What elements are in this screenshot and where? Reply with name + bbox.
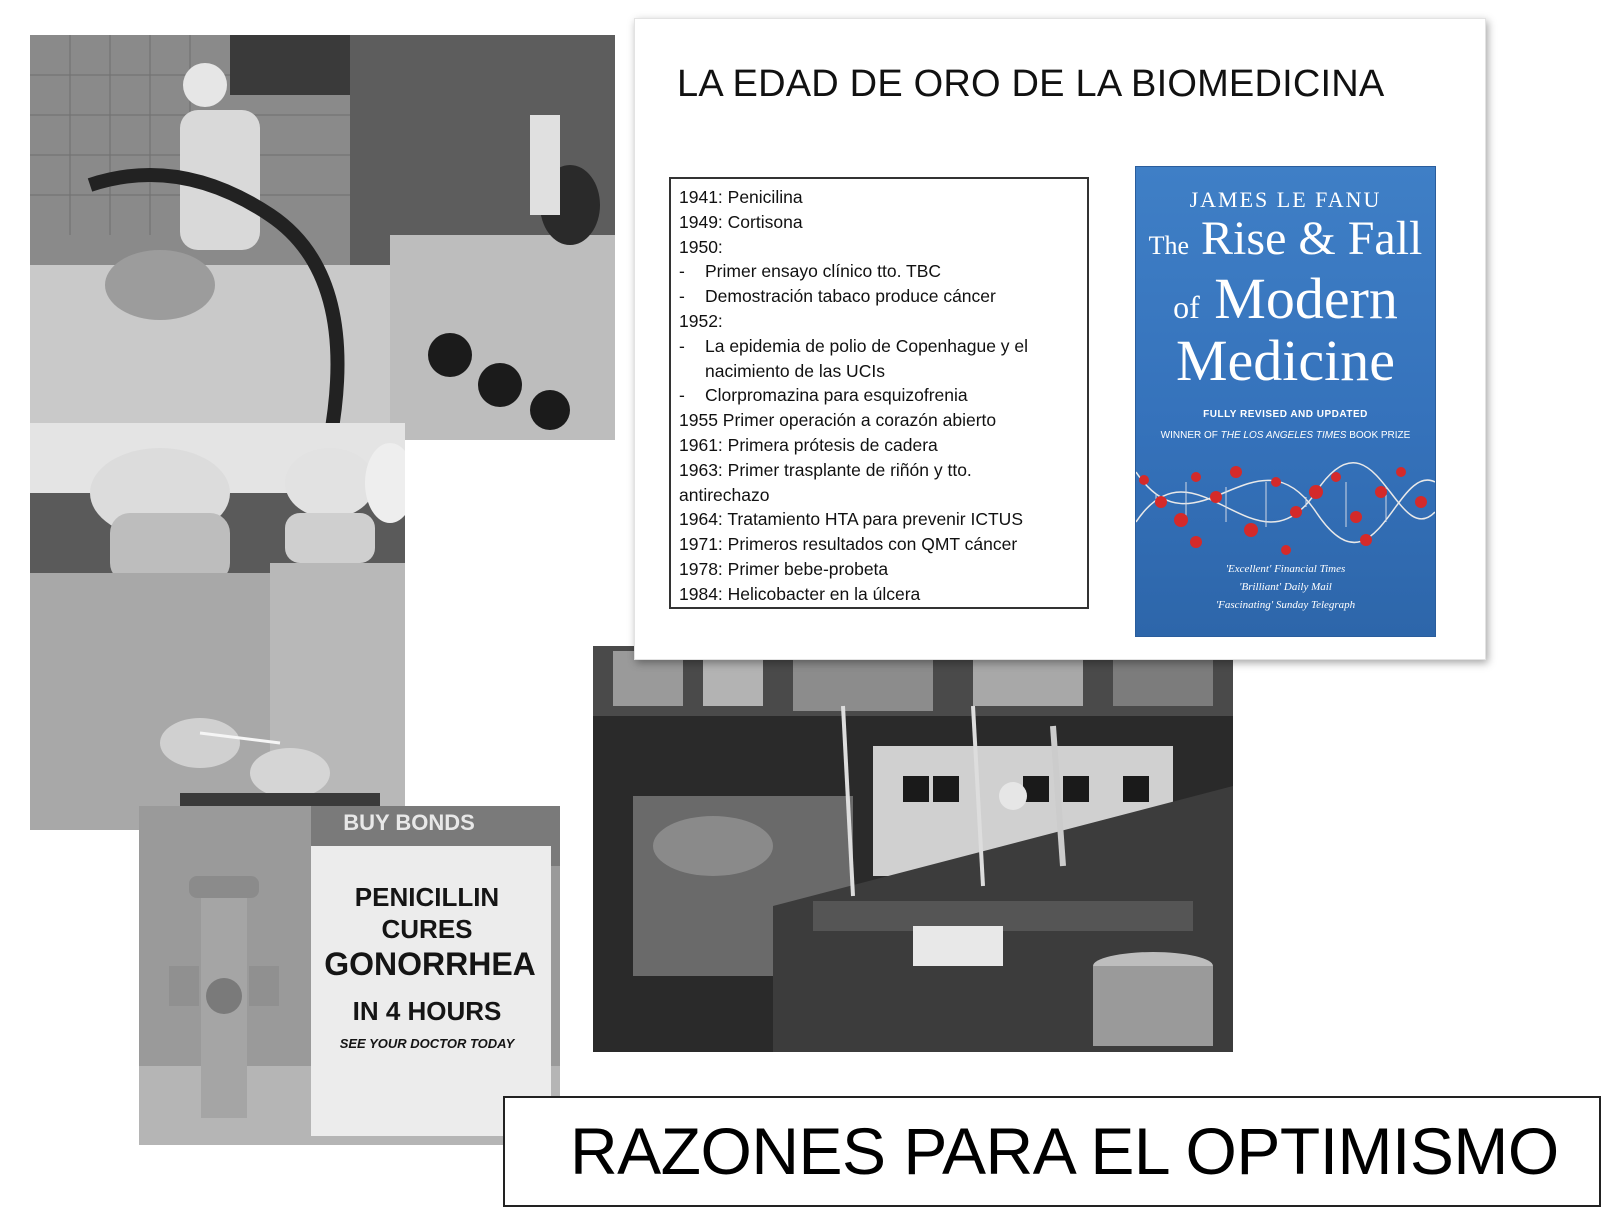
book-title-line2: of Modern [1173,266,1398,331]
poster-line3: GONORRHEA [324,946,536,982]
slide-title: LA EDAD DE ORO DE LA BIOMEDICINA [677,63,1385,105]
timeline-item: 1941: Penicilina [679,187,803,207]
timeline-item: 1978: Primer bebe-probeta [679,558,889,579]
timeline-bullet: - La epidemia de polio de Copenhague y el nacimiento de las UCIs [679,334,1035,384]
timeline-bullet: - Demostración tabaco produce cáncer [679,284,1079,309]
photo-dialysis-machine [593,646,1233,1052]
slide [634,18,1486,660]
timeline-item: 1984: Helicobacter en la úlcera [679,583,921,604]
poster-line2: CURES [381,914,473,944]
book-title-line1: The Rise & Fall [1148,212,1423,265]
poster-line4: IN 4 HOURS [352,996,502,1026]
timeline-item: 1950: [679,236,723,257]
book-quote-3: 'Fascinating' Sunday Telegraph [1215,599,1356,611]
timeline-item: 1961: Primera prótesis de cadera [679,434,938,455]
timeline-item: 1955 Primer operación a corazón abierto [679,410,997,431]
timeline-item: 1949: Cortisona [679,211,803,232]
book-author: JAMES LE FANU [1189,187,1382,212]
photo-icu-patient [30,35,615,440]
timeline-item: 1964: Tratamiento HTA para prevenir ICTUS [679,509,1023,530]
timeline-bullet: - Primer ensayo clínico tto. TBC [679,259,1079,284]
book-title-line3: Medicine [1175,328,1396,393]
book-prize: WINNER OF THE LOS ANGELES TIMES BOOK PRIZE [1160,430,1411,441]
photo-penicillin-poster [139,806,560,1145]
poster-line1: PENICILLIN [354,882,500,912]
dna-illustration [1136,442,1435,572]
book-quote-1: 'Excellent' Financial Times [1225,563,1346,575]
timeline-box [669,177,1089,609]
book-edition: FULLY REVISED AND UPDATED [1203,409,1368,420]
timeline-item: 1963: Primer trasplante de riñón y tto. antirechazo [679,459,972,505]
timeline-item: 1952: [679,310,723,331]
caption-text: RAZONES PARA EL OPTIMISMO [570,1114,1559,1188]
caption-box [503,1096,1601,1207]
book-quote-2: 'Brilliant' Daily Mail [1239,581,1332,593]
poster-buy-bonds: BUY BONDS [343,810,475,835]
book-cover [1135,166,1436,637]
timeline-bullet: - Clorpromazina para esquizofrenia [679,383,1079,408]
timeline-item: 1971: Primeros resultados con QMT cáncer [679,534,1018,555]
photo-surgeons [30,423,405,830]
poster-line5: SEE YOUR DOCTOR TODAY [339,1036,515,1051]
